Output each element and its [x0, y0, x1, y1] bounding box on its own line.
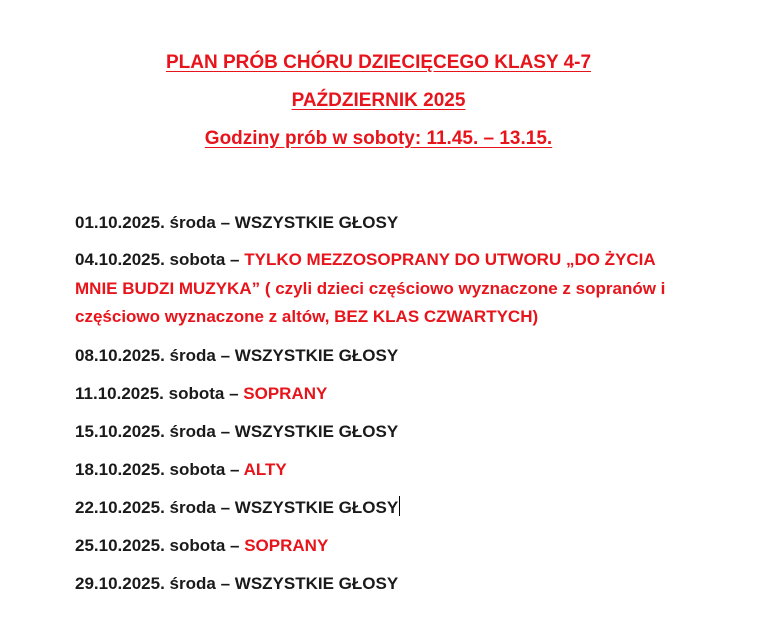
- entry-separator: –: [230, 459, 240, 479]
- month-heading: PAŹDZIERNIK 2025: [291, 90, 466, 111]
- schedule-entry: [75, 341, 695, 370]
- entry-weekday: środa: [169, 573, 216, 593]
- entry-weekday: środa: [169, 497, 216, 517]
- rehearsal-schedule: [75, 208, 695, 607]
- entry-separator: –: [220, 421, 231, 441]
- entry-date: 22.10.2025.: [75, 497, 165, 517]
- entry-date: 01.10.2025.: [75, 213, 165, 232]
- document-header: [0, 44, 757, 158]
- entry-voice-group: ALTY: [243, 459, 287, 479]
- entry-weekday: sobota: [169, 535, 226, 555]
- schedule-entry: [75, 379, 695, 408]
- entry-separator: –: [229, 383, 239, 403]
- entry-voice-group: WSZYSTKIE GŁOSY: [234, 345, 399, 365]
- entry-date: 25.10.2025.: [75, 535, 165, 555]
- rehearsal-hours: Godziny prób w soboty: 11.45. – 13.15.: [204, 128, 553, 149]
- document-title: PLAN PRÓB CHÓRU DZIECIĘCEGO KLASY 4-7: [165, 52, 592, 73]
- entry-voice-group: WSZYSTKIE GŁOSY: [234, 421, 399, 441]
- entry-voice-group: TYLKO MEZZOSOPRANY DO UTWORU „DO ŻYCIA MNIE BUDZI MUZYKA” ( czyli dzieci częściowo wyznaczone z sopranów i częściowo wyznaczone z altów, BEZ KLAS CZWARTYCH): [75, 250, 666, 326]
- entry-separator: –: [230, 535, 240, 555]
- entry-weekday: środa: [169, 345, 216, 365]
- schedule-entry: [75, 569, 695, 598]
- entry-date: 08.10.2025.: [75, 345, 165, 365]
- schedule-entry: [75, 455, 695, 484]
- entry-date: 04.10.2025.: [75, 250, 165, 269]
- entry-weekday: środa: [169, 213, 216, 232]
- entry-weekday: środa: [169, 421, 216, 441]
- entry-date: 11.10.2025.: [75, 383, 164, 403]
- entry-separator: –: [220, 497, 231, 517]
- entry-voice-group: WSZYSTKIE GŁOSY: [234, 573, 399, 593]
- schedule-entry: [75, 531, 695, 560]
- entry-voice-group: SOPRANY: [243, 383, 328, 403]
- schedule-entry: [75, 208, 695, 237]
- schedule-entry: [75, 246, 695, 332]
- entry-date: 18.10.2025.: [75, 459, 165, 479]
- entry-separator: –: [220, 213, 231, 232]
- entry-separator: –: [230, 250, 240, 269]
- schedule-entry: [75, 493, 695, 522]
- entry-date: 29.10.2025.: [75, 573, 165, 593]
- entry-weekday: sobota: [169, 459, 226, 479]
- entry-voice-group: SOPRANY: [244, 535, 329, 555]
- entry-voice-group: WSZYSTKIE GŁOSY: [234, 213, 399, 232]
- entry-separator: –: [220, 345, 231, 365]
- entry-date: 15.10.2025.: [75, 421, 165, 441]
- entry-voice-group: WSZYSTKIE GŁOSY: [234, 497, 399, 517]
- text-cursor: [399, 496, 400, 516]
- entry-separator: –: [220, 573, 231, 593]
- entry-weekday: sobota: [169, 250, 226, 269]
- entry-weekday: sobota: [168, 383, 225, 403]
- schedule-entry: [75, 417, 695, 446]
